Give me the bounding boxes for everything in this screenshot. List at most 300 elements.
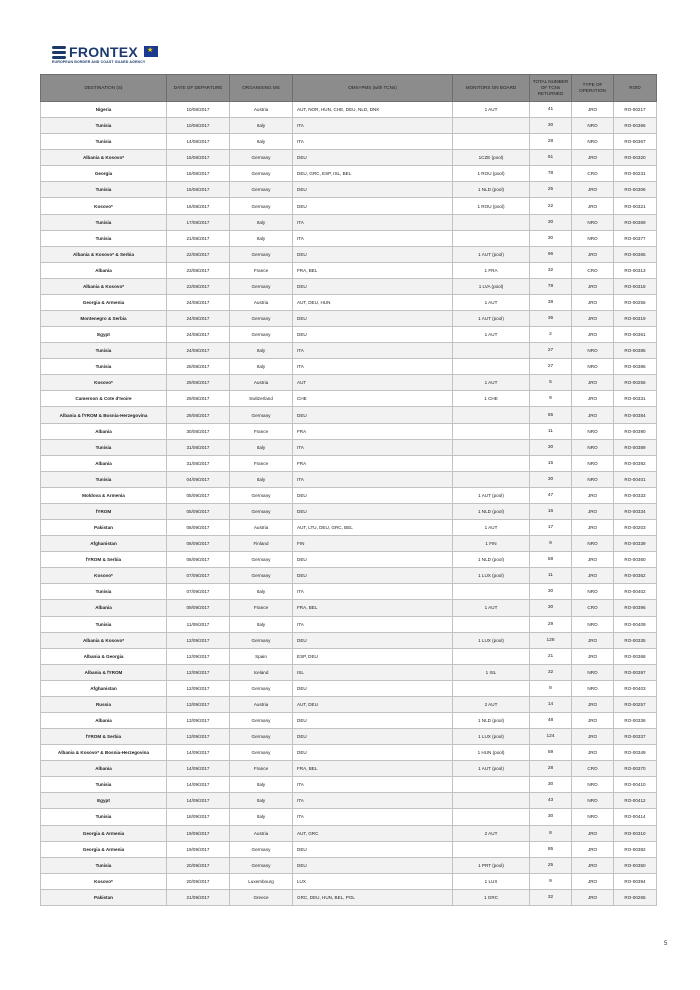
cell-monitors-on-board: 2 AUT: [453, 825, 530, 841]
cell-type-of-operation: JRO: [572, 520, 614, 536]
cell-destination: Pakistan: [41, 520, 167, 536]
column-header-total-tcns-returned: TOTAL NUMBER OF TCNs RETURNED: [530, 75, 572, 102]
cell-destination: Tunisia: [41, 118, 167, 134]
cell-type-of-operation: NRO: [572, 343, 614, 359]
cell-oms-pms: CHE: [293, 391, 453, 407]
table-row: [41, 664, 657, 680]
cell-organising-ms: Italy: [230, 809, 293, 825]
cell-organising-ms: Germany: [230, 857, 293, 873]
cell-oms-pms: ITA: [293, 616, 453, 632]
cell-organising-ms: Germany: [230, 150, 293, 166]
cell-oms-pms: DEU: [293, 552, 453, 568]
table-row: [41, 134, 657, 150]
cell-oms-pms: AUT, DEU, HUN: [293, 294, 453, 310]
cell-total-tcns-returned: 32: [530, 889, 572, 905]
table-row: [41, 278, 657, 294]
cell-destination: Albania: [41, 600, 167, 616]
cell-roid: RO-00339: [614, 536, 657, 552]
cell-type-of-operation: CRO: [572, 761, 614, 777]
cell-total-tcns-returned: 32: [530, 664, 572, 680]
cell-roid: RO-00365: [614, 246, 657, 262]
cell-roid: RO-00362: [614, 568, 657, 584]
cell-organising-ms: Germany: [230, 166, 293, 182]
cell-destination: Kosovo*: [41, 873, 167, 889]
column-header-roid: ROID: [614, 75, 657, 102]
cell-type-of-operation: JRO: [572, 503, 614, 519]
cell-date-of-departure: 09/09/2017: [167, 600, 230, 616]
cell-oms-pms: DEU, GRC, ESP, ISL, BEL: [293, 166, 453, 182]
cell-destination: Afghanistan: [41, 536, 167, 552]
cell-date-of-departure: 04/09/2017: [167, 471, 230, 487]
cell-organising-ms: Spain: [230, 648, 293, 664]
cell-destination: Pakistan: [41, 889, 167, 905]
cell-oms-pms: ITA: [293, 471, 453, 487]
cell-destination: Albania & Kosovo* & Bosnia-Herzegovina: [41, 745, 167, 761]
cell-destination: Kosovo*: [41, 375, 167, 391]
cell-oms-pms: ITA: [293, 777, 453, 793]
cell-destination: Tunisia: [41, 857, 167, 873]
table-body: [41, 102, 657, 906]
cell-roid: RO-00321: [614, 198, 657, 214]
table-row: [41, 455, 657, 471]
cell-oms-pms: ITA: [293, 439, 453, 455]
cell-monitors-on-board: [453, 343, 530, 359]
cell-roid: RO-00231: [614, 166, 657, 182]
cell-total-tcns-returned: 29: [530, 616, 572, 632]
cell-monitors-on-board: [453, 455, 530, 471]
brand-subtitle: EUROPEAN BORDER AND COAST GUARD AGENCY: [52, 60, 146, 64]
cell-total-tcns-returned: 48: [530, 712, 572, 728]
cell-monitors-on-board: 1 LUX (pool): [453, 632, 530, 648]
cell-organising-ms: Iceland: [230, 664, 293, 680]
cell-roid: RO-00370: [614, 761, 657, 777]
cell-type-of-operation: NRO: [572, 118, 614, 134]
table-row: [41, 198, 657, 214]
cell-destination: Nigeria: [41, 102, 167, 118]
cell-type-of-operation: JRO: [572, 278, 614, 294]
cell-roid: RO-00390: [614, 423, 657, 439]
table-row: [41, 889, 657, 905]
cell-roid: RO-00335: [614, 632, 657, 648]
cell-destination: Tunisia: [41, 439, 167, 455]
cell-date-of-departure: 24/08/2017: [167, 311, 230, 327]
cell-oms-pms: LUX: [293, 873, 453, 889]
cell-organising-ms: Italy: [230, 439, 293, 455]
cell-roid: RO-00397: [614, 664, 657, 680]
cell-roid: RO-00382: [614, 841, 657, 857]
table-row: [41, 423, 657, 439]
cell-destination: Albania: [41, 455, 167, 471]
cell-monitors-on-board: 1 AUT: [453, 600, 530, 616]
cell-destination: fYROM & Serbia: [41, 729, 167, 745]
cell-monitors-on-board: [453, 841, 530, 857]
cell-organising-ms: Italy: [230, 214, 293, 230]
cell-type-of-operation: NRO: [572, 359, 614, 375]
cell-monitors-on-board: [453, 359, 530, 375]
cell-roid: RO-00217: [614, 102, 657, 118]
cell-roid: RO-00414: [614, 809, 657, 825]
cell-total-tcns-returned: 14: [530, 696, 572, 712]
cell-total-tcns-returned: 41: [530, 102, 572, 118]
frontex-logo: [52, 44, 172, 66]
cell-oms-pms: FIN: [293, 536, 453, 552]
cell-oms-pms: DEU: [293, 680, 453, 696]
cell-destination: Montenegro & Serbia: [41, 311, 167, 327]
cell-date-of-departure: 12/09/2017: [167, 632, 230, 648]
cell-roid: RO-00401: [614, 471, 657, 487]
cell-organising-ms: Germany: [230, 745, 293, 761]
cell-total-tcns-returned: 30: [530, 439, 572, 455]
cell-destination: Afghanistan: [41, 680, 167, 696]
cell-roid: RO-00306: [614, 182, 657, 198]
cell-destination: Albania & Kosovo* & Serbia: [41, 246, 167, 262]
cell-total-tcns-returned: 30: [530, 471, 572, 487]
cell-type-of-operation: JRO: [572, 568, 614, 584]
cell-type-of-operation: NRO: [572, 214, 614, 230]
cell-monitors-on-board: 1 AUT (pool): [453, 246, 530, 262]
table-row: [41, 857, 657, 873]
cell-type-of-operation: JRO: [572, 873, 614, 889]
cell-roid: RO-00337: [614, 729, 657, 745]
cell-oms-pms: ITA: [293, 118, 453, 134]
cell-oms-pms: AUT, GRC: [293, 825, 453, 841]
cell-total-tcns-returned: 17: [530, 520, 572, 536]
cell-organising-ms: Italy: [230, 616, 293, 632]
cell-oms-pms: ITA: [293, 584, 453, 600]
cell-monitors-on-board: 1 FIN: [453, 536, 530, 552]
cell-date-of-departure: 06/09/2017: [167, 520, 230, 536]
table-row: [41, 102, 657, 118]
cell-oms-pms: ITA: [293, 214, 453, 230]
cell-monitors-on-board: 1 AUT (pool): [453, 761, 530, 777]
cell-date-of-departure: 31/08/2017: [167, 455, 230, 471]
cell-monitors-on-board: [453, 230, 530, 246]
cell-monitors-on-board: [453, 584, 530, 600]
cell-roid: RO-00256: [614, 375, 657, 391]
cell-destination: Tunisia: [41, 343, 167, 359]
cell-oms-pms: DEU: [293, 745, 453, 761]
table-row: [41, 471, 657, 487]
cell-type-of-operation: NRO: [572, 134, 614, 150]
cell-oms-pms: DEU: [293, 568, 453, 584]
cell-date-of-departure: 24/08/2017: [167, 294, 230, 310]
cell-destination: Albania & fYROM & Bosnia-Herzegovina: [41, 407, 167, 423]
cell-roid: RO-00368: [614, 648, 657, 664]
cell-date-of-departure: 16/08/2017: [167, 198, 230, 214]
table-row: [41, 294, 657, 310]
cell-date-of-departure: 12/09/2017: [167, 664, 230, 680]
cell-roid: RO-00333: [614, 487, 657, 503]
cell-date-of-departure: 13/09/2017: [167, 729, 230, 745]
cell-monitors-on-board: 1 AUT (pool): [453, 487, 530, 503]
cell-type-of-operation: CRO: [572, 166, 614, 182]
cell-monitors-on-board: [453, 648, 530, 664]
cell-type-of-operation: JRO: [572, 857, 614, 873]
cell-roid: RO-00350: [614, 857, 657, 873]
cell-monitors-on-board: 1 HUN (pool): [453, 745, 530, 761]
cell-roid: RO-00384: [614, 407, 657, 423]
cell-organising-ms: Italy: [230, 777, 293, 793]
cell-date-of-departure: 10/08/2017: [167, 102, 230, 118]
cell-date-of-departure: 29/08/2017: [167, 375, 230, 391]
cell-destination: Tunisia: [41, 359, 167, 375]
cell-destination: Georgia & Armenia: [41, 825, 167, 841]
cell-type-of-operation: NRO: [572, 664, 614, 680]
table-row: [41, 343, 657, 359]
cell-date-of-departure: 12/09/2017: [167, 648, 230, 664]
cell-type-of-operation: JRO: [572, 246, 614, 262]
cell-organising-ms: Germany: [230, 503, 293, 519]
cell-total-tcns-returned: 32: [530, 262, 572, 278]
table-row: [41, 150, 657, 166]
cell-organising-ms: Germany: [230, 729, 293, 745]
cell-total-tcns-returned: 58: [530, 552, 572, 568]
cell-type-of-operation: JRO: [572, 182, 614, 198]
cell-roid: RO-00257: [614, 696, 657, 712]
table-row: [41, 761, 657, 777]
cell-total-tcns-returned: 30: [530, 600, 572, 616]
cell-destination: Moldova & Armenia: [41, 487, 167, 503]
cell-monitors-on-board: [453, 680, 530, 696]
cell-organising-ms: France: [230, 455, 293, 471]
cell-oms-pms: FRA: [293, 455, 453, 471]
cell-total-tcns-returned: 28: [530, 761, 572, 777]
cell-total-tcns-returned: 9: [530, 536, 572, 552]
cell-oms-pms: DEU: [293, 327, 453, 343]
cell-destination: Tunisia: [41, 584, 167, 600]
return-operations-table: [40, 74, 657, 906]
cell-oms-pms: FRA: [293, 423, 453, 439]
cell-oms-pms: DEU: [293, 198, 453, 214]
cell-destination: Albania: [41, 712, 167, 728]
cell-type-of-operation: NRO: [572, 423, 614, 439]
cell-total-tcns-returned: 124: [530, 729, 572, 745]
table-row: [41, 552, 657, 568]
cell-total-tcns-returned: 27: [530, 359, 572, 375]
cell-destination: Georgia: [41, 166, 167, 182]
cell-monitors-on-board: 1 ROU (pool): [453, 198, 530, 214]
cell-date-of-departure: 11/09/2017: [167, 616, 230, 632]
cell-type-of-operation: NRO: [572, 230, 614, 246]
cell-date-of-departure: 29/08/2017: [167, 407, 230, 423]
cell-oms-pms: GRC, DEU, HUN, BEL, POL: [293, 889, 453, 905]
cell-total-tcns-returned: 11: [530, 568, 572, 584]
cell-oms-pms: DEU: [293, 311, 453, 327]
cell-date-of-departure: 21/08/2017: [167, 230, 230, 246]
cell-total-tcns-returned: 47: [530, 487, 572, 503]
cell-type-of-operation: NRO: [572, 439, 614, 455]
cell-type-of-operation: JRO: [572, 632, 614, 648]
cell-type-of-operation: JRO: [572, 375, 614, 391]
cell-organising-ms: France: [230, 262, 293, 278]
cell-destination: fYROM & Serbia: [41, 552, 167, 568]
cell-organising-ms: Germany: [230, 198, 293, 214]
cell-date-of-departure: 17/08/2017: [167, 214, 230, 230]
cell-destination: Albania & fYROM: [41, 664, 167, 680]
cell-monitors-on-board: 1 NLD (pool): [453, 182, 530, 198]
cell-date-of-departure: 28/08/2017: [167, 359, 230, 375]
cell-organising-ms: Germany: [230, 278, 293, 294]
cell-date-of-departure: 19/09/2017: [167, 825, 230, 841]
cell-monitors-on-board: 1 AUT: [453, 520, 530, 536]
cell-monitors-on-board: 1 LUX (pool): [453, 729, 530, 745]
cell-oms-pms: FRA, BEL: [293, 262, 453, 278]
cell-organising-ms: Italy: [230, 471, 293, 487]
cell-oms-pms: DEU: [293, 182, 453, 198]
cell-destination: fYROM: [41, 503, 167, 519]
cell-destination: Georgia & Armenia: [41, 841, 167, 857]
cell-organising-ms: Italy: [230, 793, 293, 809]
cell-organising-ms: Austria: [230, 696, 293, 712]
cell-monitors-on-board: [453, 777, 530, 793]
table-row: [41, 246, 657, 262]
table-row: [41, 793, 657, 809]
cell-destination: Albania & Georgia: [41, 648, 167, 664]
cell-type-of-operation: CRO: [572, 600, 614, 616]
cell-total-tcns-returned: 9: [530, 873, 572, 889]
table-row: [41, 825, 657, 841]
cell-destination: Tunisia: [41, 777, 167, 793]
cell-type-of-operation: NRO: [572, 455, 614, 471]
cell-roid: RO-00360: [614, 552, 657, 568]
cell-destination: Egypt: [41, 327, 167, 343]
cell-total-tcns-returned: 30: [530, 230, 572, 246]
cell-type-of-operation: JRO: [572, 696, 614, 712]
cell-destination: Tunisia: [41, 182, 167, 198]
cell-organising-ms: Germany: [230, 407, 293, 423]
cell-total-tcns-returned: 21: [530, 648, 572, 664]
cell-roid: RO-00392: [614, 455, 657, 471]
table-row: [41, 536, 657, 552]
column-header-destination: DESTINATION (S): [41, 75, 167, 102]
cell-type-of-operation: JRO: [572, 407, 614, 423]
cell-organising-ms: Greece: [230, 889, 293, 905]
cell-type-of-operation: NRO: [572, 809, 614, 825]
cell-date-of-departure: 19/09/2017: [167, 841, 230, 857]
cell-date-of-departure: 14/09/2017: [167, 761, 230, 777]
cell-organising-ms: Germany: [230, 246, 293, 262]
table-row: [41, 777, 657, 793]
table-row: [41, 584, 657, 600]
cell-destination: Albania & Kosovo*: [41, 278, 167, 294]
cell-monitors-on-board: [453, 118, 530, 134]
cell-oms-pms: FRA, BEL: [293, 600, 453, 616]
cell-total-tcns-returned: 61: [530, 150, 572, 166]
cell-roid: RO-00331: [614, 391, 657, 407]
cell-destination: Albania: [41, 423, 167, 439]
cell-roid: RO-00336: [614, 712, 657, 728]
cell-monitors-on-board: [453, 407, 530, 423]
table-row: [41, 262, 657, 278]
cell-roid: RO-00313: [614, 262, 657, 278]
cell-date-of-departure: 20/09/2017: [167, 857, 230, 873]
cell-roid: RO-00255: [614, 294, 657, 310]
table-row: [41, 745, 657, 761]
cell-total-tcns-returned: 30: [530, 118, 572, 134]
cell-destination: Russia: [41, 696, 167, 712]
cell-total-tcns-returned: 78: [530, 278, 572, 294]
cell-type-of-operation: JRO: [572, 745, 614, 761]
cell-monitors-on-board: 1 NLD (pool): [453, 503, 530, 519]
cell-organising-ms: France: [230, 600, 293, 616]
cell-type-of-operation: JRO: [572, 648, 614, 664]
cell-type-of-operation: NRO: [572, 793, 614, 809]
cell-type-of-operation: JRO: [572, 487, 614, 503]
cell-date-of-departure: 07/09/2017: [167, 584, 230, 600]
cell-roid: RO-00412: [614, 793, 657, 809]
table-row: [41, 439, 657, 455]
cell-total-tcns-returned: 27: [530, 343, 572, 359]
table-row: [41, 696, 657, 712]
cell-oms-pms: ITA: [293, 359, 453, 375]
cell-organising-ms: Austria: [230, 294, 293, 310]
cell-type-of-operation: JRO: [572, 311, 614, 327]
cell-total-tcns-returned: 30: [530, 809, 572, 825]
cell-oms-pms: DEU: [293, 150, 453, 166]
cell-monitors-on-board: 1 NLD (pool): [453, 552, 530, 568]
cell-destination: Tunisia: [41, 809, 167, 825]
cell-monitors-on-board: [453, 793, 530, 809]
cell-date-of-departure: 16/08/2017: [167, 182, 230, 198]
column-header-monitors-on-board: MONITORS ON BOARD: [453, 75, 530, 102]
cell-type-of-operation: JRO: [572, 327, 614, 343]
cell-monitors-on-board: [453, 809, 530, 825]
table-row: [41, 503, 657, 519]
cell-date-of-departure: 14/09/2017: [167, 793, 230, 809]
cell-total-tcns-returned: 28: [530, 134, 572, 150]
cell-destination: Tunisia: [41, 471, 167, 487]
cell-date-of-departure: 14/09/2017: [167, 777, 230, 793]
eu-flag-icon: [144, 46, 158, 57]
cell-oms-pms: AUT: [293, 375, 453, 391]
cell-date-of-departure: 07/09/2017: [167, 568, 230, 584]
cell-organising-ms: Italy: [230, 118, 293, 134]
cell-monitors-on-board: [453, 616, 530, 632]
cell-date-of-departure: 22/08/2017: [167, 246, 230, 262]
table-row: [41, 712, 657, 728]
table-header-row: [41, 75, 657, 102]
cell-date-of-departure: 15/08/2017: [167, 150, 230, 166]
cell-organising-ms: Italy: [230, 584, 293, 600]
table-row: [41, 375, 657, 391]
cell-organising-ms: Germany: [230, 632, 293, 648]
brand-name: FRONTEX: [69, 44, 138, 60]
cell-organising-ms: Austria: [230, 825, 293, 841]
cell-destination: Cameroon & Cote d'Ivoire: [41, 391, 167, 407]
column-header-organising-ms: ORGANISING MS: [230, 75, 293, 102]
cell-date-of-departure: 16/08/2017: [167, 166, 230, 182]
cell-total-tcns-returned: 36: [530, 311, 572, 327]
cell-oms-pms: DEU: [293, 712, 453, 728]
cell-type-of-operation: JRO: [572, 825, 614, 841]
table-row: [41, 214, 657, 230]
cell-total-tcns-returned: 2: [530, 327, 572, 343]
column-header-type-of-operation: TYPE OF OPERATION: [572, 75, 614, 102]
table-row: [41, 359, 657, 375]
cell-destination: Albania: [41, 262, 167, 278]
cell-roid: RO-00320: [614, 150, 657, 166]
cell-date-of-departure: 29/08/2017: [167, 391, 230, 407]
cell-oms-pms: AUT, DEU: [293, 696, 453, 712]
cell-destination: Tunisia: [41, 214, 167, 230]
cell-oms-pms: ITA: [293, 809, 453, 825]
cell-roid: RO-00361: [614, 327, 657, 343]
cell-roid: RO-00265: [614, 889, 657, 905]
cell-destination: Georgia & Armenia: [41, 294, 167, 310]
cell-date-of-departure: 23/08/2017: [167, 278, 230, 294]
cell-date-of-departure: 13/09/2017: [167, 712, 230, 728]
cell-total-tcns-returned: 65: [530, 407, 572, 423]
